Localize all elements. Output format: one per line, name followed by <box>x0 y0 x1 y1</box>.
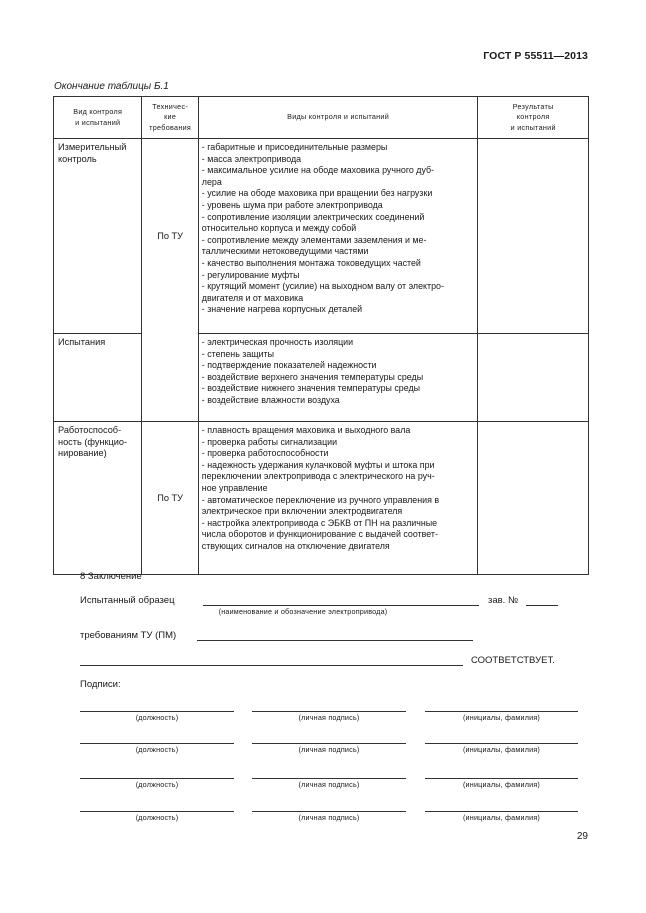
list-item: - воздействие верхнего значения температуры среды <box>201 371 424 382</box>
row-kind: Измерительный контроль <box>54 139 142 334</box>
table-row <box>54 139 589 334</box>
list-item: - настройка электропривода с ЭБКВ от ПН на различные числа оборотов и функционирование с выдачей соответ- ствующих сигналов на отключение двигателя <box>201 517 438 551</box>
sig-line-name <box>425 778 578 779</box>
list-item: - автоматическое переключение из ручного управления в электрическое при включении электродвигателя <box>201 494 440 517</box>
blank-line <box>80 665 463 666</box>
req-line <box>197 640 473 641</box>
sig-note-name: (инициалы, фамилия) <box>462 745 541 754</box>
list-item: - проверка работоспособности <box>201 448 329 459</box>
list-item: - сопротивление изоляции электрических соединений относительно корпуса и между собой <box>201 211 425 234</box>
row-items <box>198 334 478 422</box>
row-requirement: По ТУ <box>142 139 198 334</box>
list-item: - плавность вращения маховика и выходного вала <box>201 425 411 435</box>
list-item: - максимальное усилие на ободе маховика ручного дуб- лера <box>201 165 435 187</box>
list-item: - крутящий момент (усилие) на выходном валу от электро- двигателя и от маховика <box>201 281 444 303</box>
zav-label: зав. № <box>488 595 519 606</box>
row-requirement: По ТУ <box>142 422 198 575</box>
list-item: - уровень шума при работе электропривода <box>201 199 383 210</box>
row-result <box>478 334 589 422</box>
sig-note-position: (должность) <box>135 745 179 754</box>
sig-note-position: (должность) <box>135 780 179 789</box>
list-item: - надежность удержания кулачковой муфты и штока при переключении электропривода с электрического на руч- ное управление <box>201 459 435 493</box>
signatures-label: Подписи: <box>80 679 121 690</box>
header-results: Результаты контроля и испытаний <box>478 97 589 139</box>
list-item: - значение нагрева корпусных деталей <box>201 304 363 315</box>
sig-line-position <box>80 711 234 712</box>
sig-note-position: (должность) <box>135 813 179 822</box>
row-kind: Работоспособ- ность (функцио- нирование) <box>54 422 142 575</box>
sig-note-position: (должность) <box>135 713 179 722</box>
row-requirement <box>142 334 198 422</box>
sig-note-name: (инициалы, фамилия) <box>462 813 541 822</box>
list-item: - качество выполнения монтажа токоведущих частей <box>201 257 421 268</box>
sig-line-name <box>425 811 578 812</box>
sig-line-name <box>425 711 578 712</box>
page-number: 29 <box>576 831 588 842</box>
list-item: - регулирование муфты <box>201 269 300 280</box>
sig-note-name: (инициалы, фамилия) <box>462 713 541 722</box>
sig-note-signature: (личная подпись) <box>298 745 360 754</box>
list-item: - электрическая прочность изоляции <box>201 337 354 347</box>
list-item: - проверка работы сигнализации <box>201 436 338 447</box>
sig-line-position <box>80 811 234 812</box>
row-items <box>198 139 478 334</box>
list-item: - подтверждение показателей надежности <box>201 360 377 371</box>
table-row <box>54 334 589 422</box>
sig-line-signature <box>252 778 406 779</box>
sample-line <box>203 605 479 606</box>
sig-line-name <box>425 743 578 744</box>
req-label: требованиям ТУ (ПМ) <box>80 630 177 641</box>
row-kind: Испытания <box>54 334 142 422</box>
row-result <box>478 422 589 575</box>
list-item: - усилие на ободе маховика при вращении без нагрузки <box>201 188 433 199</box>
sig-note-name: (инициалы, фамилия) <box>462 780 541 789</box>
header-requirements: Техничес- кие требования <box>142 97 198 139</box>
list-item: - степень защиты <box>201 348 274 359</box>
sig-note-signature: (личная подпись) <box>298 780 360 789</box>
row-items <box>198 422 478 575</box>
list-item: - сопротивление между элементами заземления и ме- таллическими нетоковедущими частями <box>201 234 427 257</box>
list-item: - габаритные и присоединительные размеры <box>201 142 388 152</box>
sample-note: (наименование и обозначение электропривода) <box>218 607 388 616</box>
row-result <box>478 139 589 334</box>
sample-label: Испытанный образец <box>80 595 175 606</box>
verdict-text: СООТВЕТСТВУЕТ. <box>471 655 555 666</box>
list-item: - воздействие нижнего значения температуры среды <box>201 383 421 394</box>
header-types: Виды контроля и испытаний <box>198 97 478 139</box>
sig-line-position <box>80 778 234 779</box>
list-item: - воздействие влажности воздуха <box>201 394 340 405</box>
sig-note-signature: (личная подпись) <box>298 813 360 822</box>
sig-note-signature: (личная подпись) <box>298 713 360 722</box>
conclusion-heading: 8 Заключение <box>80 571 142 582</box>
table-row <box>54 422 589 575</box>
list-item: - масса электропривода <box>201 153 302 164</box>
header-kind: Вид контроля и испытаний <box>54 97 142 139</box>
inspection-table <box>53 96 589 575</box>
sig-line-position <box>80 743 234 744</box>
sig-line-signature <box>252 743 406 744</box>
zav-line <box>526 605 558 606</box>
sig-line-signature <box>252 711 406 712</box>
table-caption: Окончание таблицы Б.1 <box>54 81 169 92</box>
standard-number: ГОСТ Р 55511—2013 <box>483 50 588 62</box>
sig-line-signature <box>252 811 406 812</box>
